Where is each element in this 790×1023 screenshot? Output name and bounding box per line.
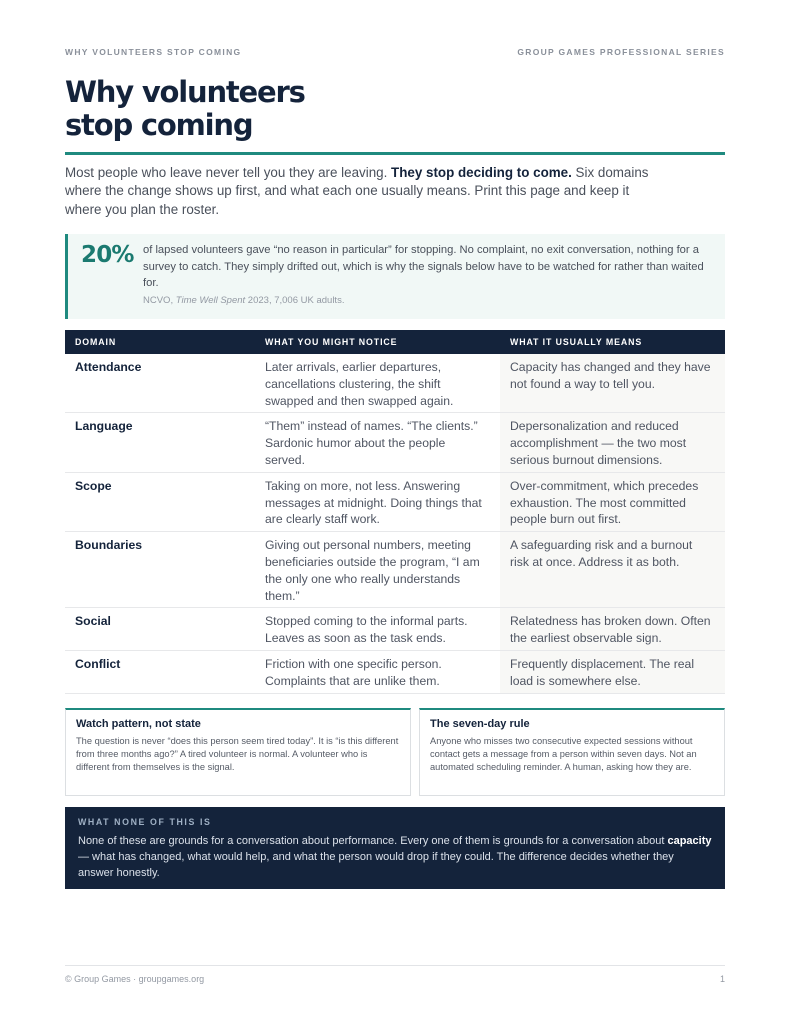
notice-cell: Later arrivals, earlier departures, cancellations clustering, the shift swapped and then swapped again.: [255, 354, 500, 413]
page-title-line-1: Why volunteers: [65, 75, 305, 109]
notice-cell: Taking on more, not less. Answering messages at midnight. Doing things that are clearly staff work.: [255, 472, 500, 531]
domain-cell: Scope: [65, 472, 255, 531]
card-title: Watch pattern, not state: [76, 718, 201, 730]
intro-text-end: Six domains where the change shows up first, and what each one usually means. Print this page and keep it where you plan the roster.: [65, 165, 649, 217]
page: [65, 0, 725, 1023]
card-seven-day-rule: [419, 708, 725, 796]
page-number: 1: [719, 974, 725, 984]
callout-kicker: WHAT NONE OF THIS IS: [78, 817, 212, 827]
callout-body: [78, 833, 712, 881]
stat-number: 20%: [81, 242, 134, 268]
means-cell: Depersonalization and reduced accomplishment — the two most serious burnout dimensions.: [500, 413, 725, 472]
domain-cell: Language: [65, 413, 255, 472]
card-watch-pattern: [65, 708, 411, 796]
domain-cell: Boundaries: [65, 532, 255, 608]
title-rule: [65, 152, 725, 155]
column-header-means: WHAT IT USUALLY MEANS: [500, 330, 725, 354]
domain-cell: Social: [65, 608, 255, 651]
stat-source-title: Time Well Spent: [175, 295, 246, 306]
card-body: Anyone who misses two consecutive expected sessions without contact gets a message from a person within seven days. Not an automated scheduling reminder. A human, asking how they are.: [430, 736, 697, 772]
means-cell: Relatedness has broken down. Often the earliest observable sign.: [500, 608, 725, 651]
means-cell: A safeguarding risk and a burnout risk at once. Address it as both.: [500, 532, 725, 608]
footer-copyright: © Group Games · groupgames.org: [65, 974, 205, 984]
table-row: [65, 413, 725, 472]
notice-cell: Giving out personal numbers, meeting beneficiaries outside the program, “I am the only one who really understands them.”: [255, 532, 500, 608]
notice-cell: Stopped coming to the informal parts. Leaves as soon as the task ends.: [255, 608, 500, 651]
notice-cell: “Them” instead of names. “The clients.” Sardonic humor about the people served.: [255, 413, 500, 472]
table-row: [65, 354, 725, 413]
page-footer: [65, 974, 725, 984]
footer-rule: [65, 965, 725, 966]
callout-text: None of these are grounds for a conversation about performance. Every one of them is grounds for a conversation about: [78, 835, 668, 847]
page-title: [65, 76, 305, 142]
stat-source-detail: 2023, 7,006 UK adults.: [245, 295, 345, 306]
callout-text-end: — what has changed, what would help, and what the person would drop if they could. The difference decides whether they answer honestly.: [78, 851, 674, 879]
stat-source: [143, 295, 344, 306]
stat-description: of lapsed volunteers gave “no reason in particular” for stopping. No complaint, no exit conversation, nothing for a survey to catch. They simply drifted out, which is why the signals below have to be watched for rather than waited for.: [143, 244, 704, 290]
card-title: The seven-day rule: [430, 718, 530, 730]
callout-emphasis: capacity: [667, 835, 712, 847]
stat-callout: [65, 234, 725, 319]
domain-cell: Conflict: [65, 650, 255, 693]
domain-cell: Attendance: [65, 354, 255, 413]
card-body: The question is never “does this person seem tired today”. It is “is this different from three months ago?” A tired volunteer is normal. A volunteer who is different from themselves is the signal.: [76, 736, 399, 772]
intro-paragraph: [65, 164, 665, 219]
table-row: [65, 472, 725, 531]
table-row: [65, 608, 725, 651]
means-cell: Frequently displacement. The real load is somewhere else.: [500, 650, 725, 693]
page-title-line-2: stop coming: [65, 108, 253, 142]
stat-source-org: NCVO,: [143, 295, 176, 306]
table-row: [65, 532, 725, 608]
table-row: [65, 650, 725, 693]
column-header-notice: WHAT YOU MIGHT NOTICE: [255, 330, 500, 354]
means-cell: Capacity has changed and they have not found a way to tell you.: [500, 354, 725, 413]
closing-callout: [65, 807, 725, 889]
running-header-right: GROUP GAMES PROFESSIONAL SERIES: [517, 47, 725, 57]
intro-emphasis: They stop deciding to come.: [391, 165, 572, 180]
running-header-left: WHY VOLUNTEERS STOP COMING: [65, 47, 242, 57]
domains-table: [65, 330, 725, 694]
means-cell: Over-commitment, which precedes exhaustion. The most committed people burn out first.: [500, 472, 725, 531]
table-header-row: [65, 330, 725, 354]
column-header-domain: DOMAIN: [65, 330, 255, 354]
intro-text: Most people who leave never tell you they are leaving.: [65, 165, 392, 180]
notice-cell: Friction with one specific person. Complaints that are unlike them.: [255, 650, 500, 693]
running-header: [65, 47, 725, 57]
